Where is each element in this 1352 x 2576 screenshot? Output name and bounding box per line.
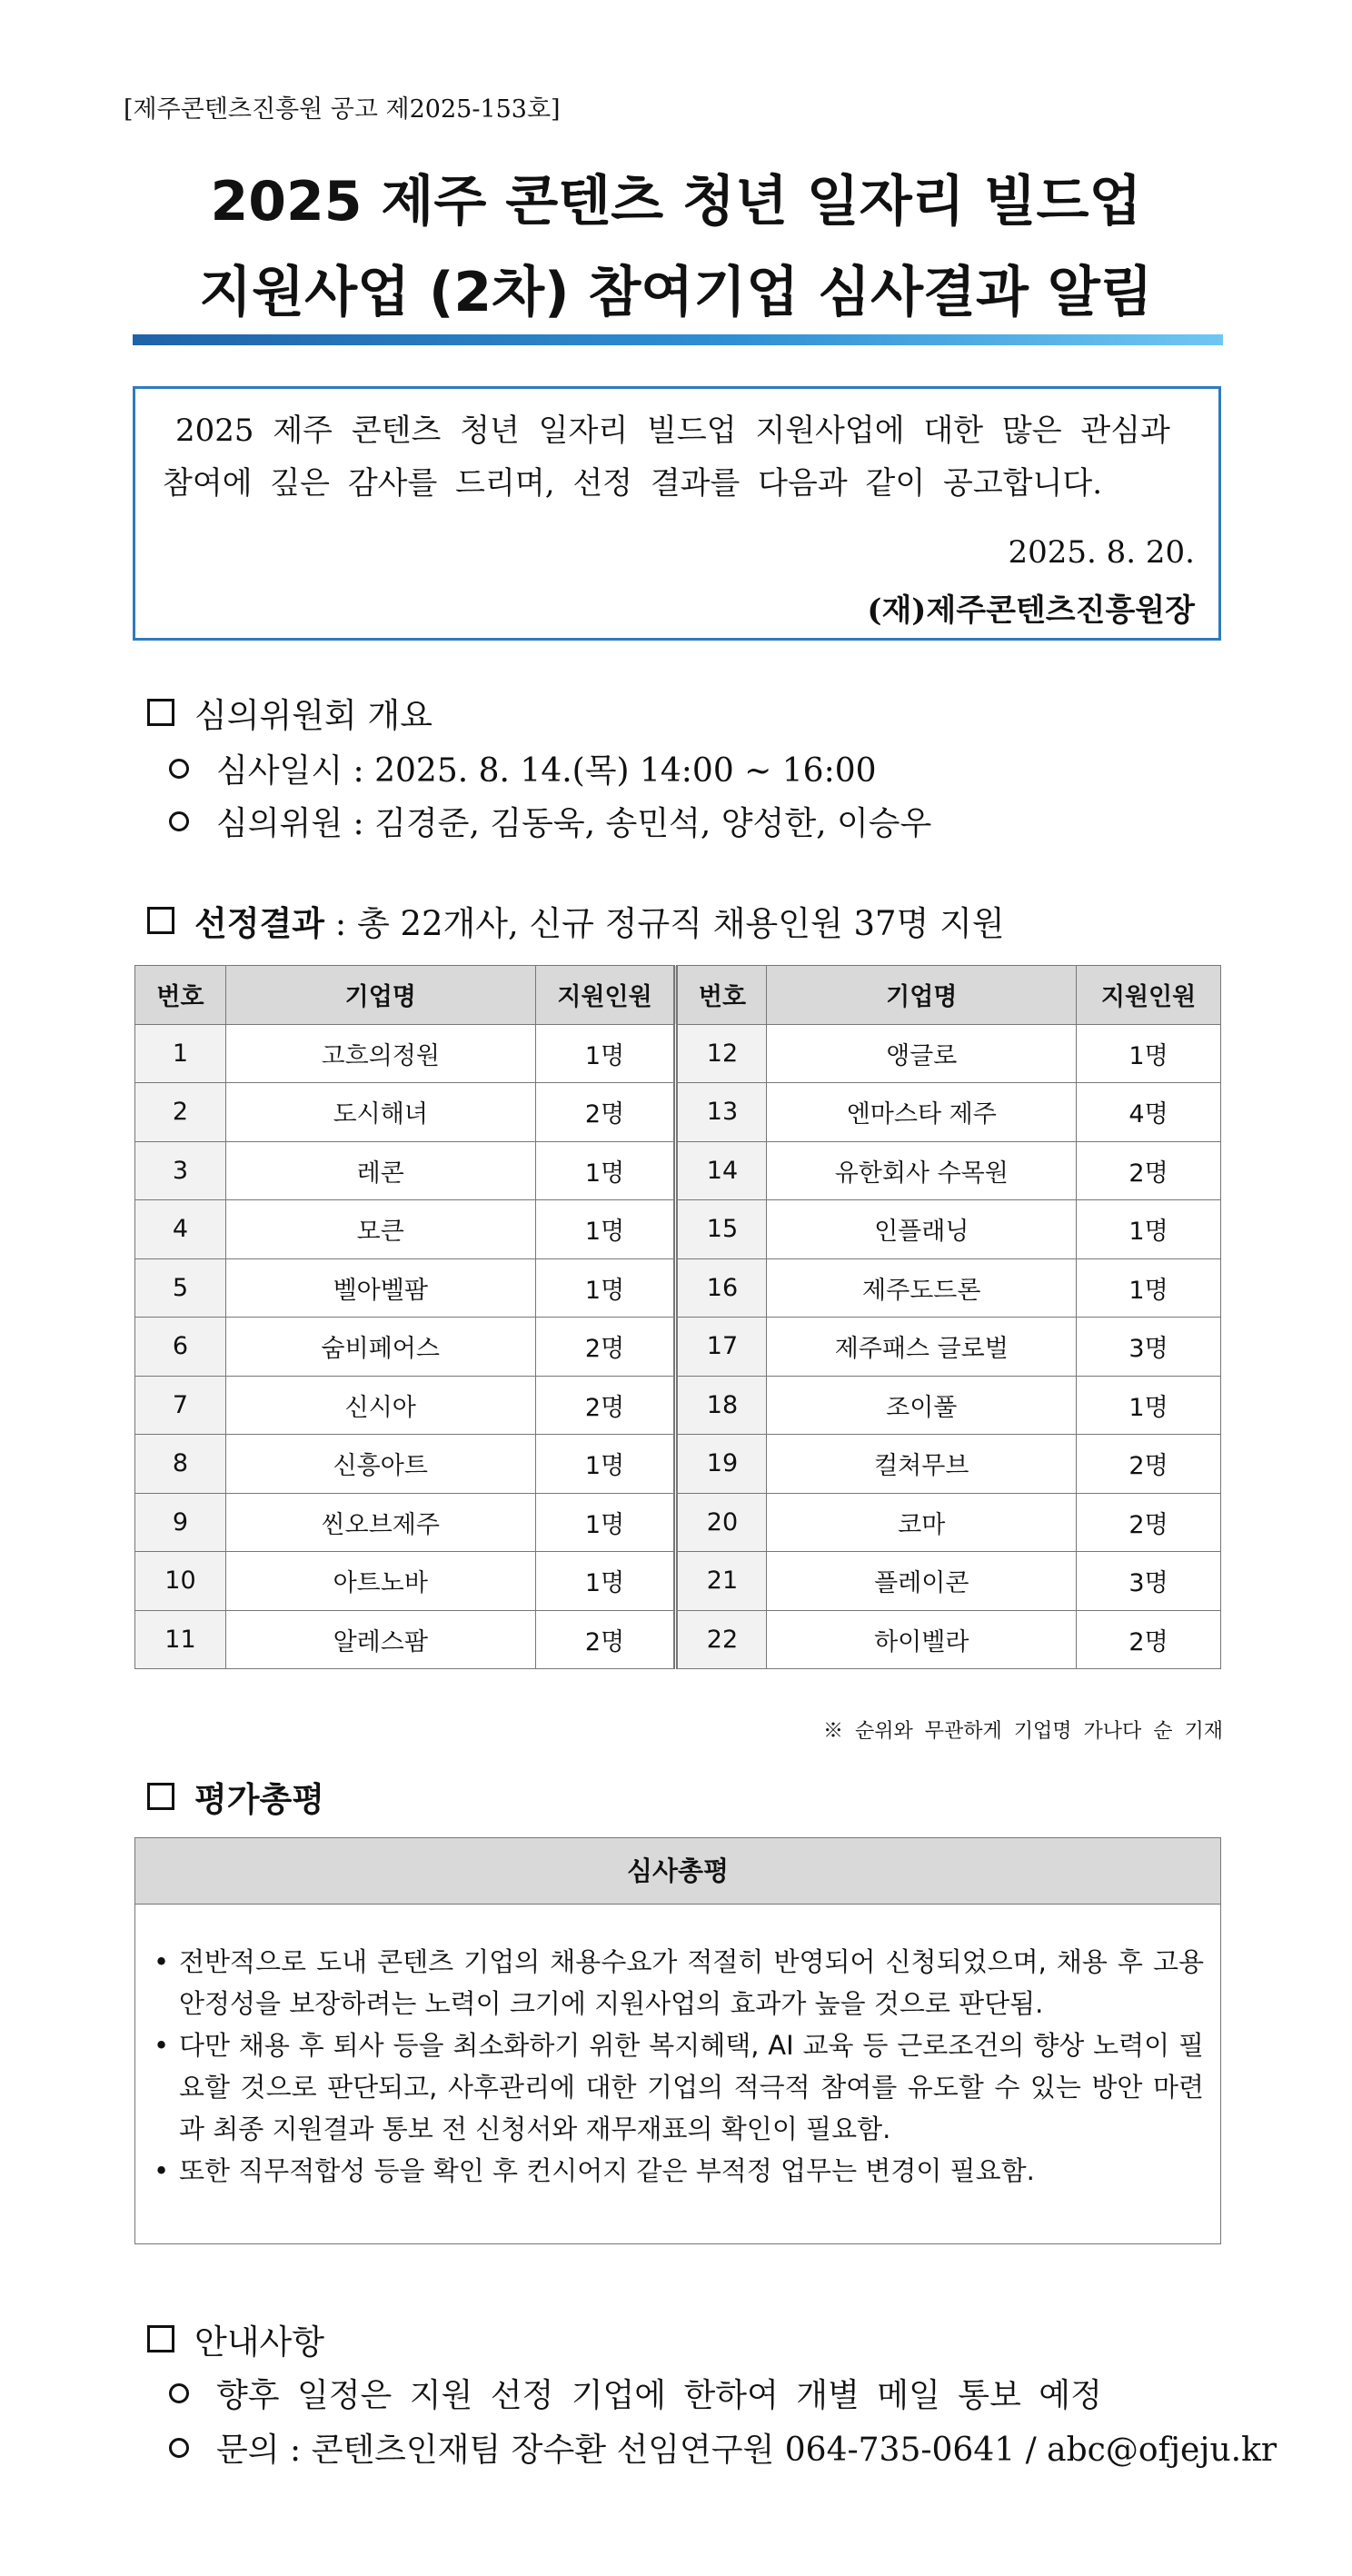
support-count: 1명 [1077,1258,1221,1318]
review-item: • 전반적으로 도내 콘텐츠 기업의 채용수요가 적절히 반영되어 신청되었으며, 채용 후 고용 안정성을 보장하려는 노력이 크기에 지원사업의 효과가 높을 것으로 판단됨. [179,1941,1204,2024]
row-number: 16 [676,1258,767,1318]
issuing-organization: (재)제주콘텐츠진흥원장 [867,592,1195,629]
support-count: 2명 [535,1318,676,1377]
company-name: 모큰 [225,1200,535,1259]
review-item: • 다만 채용 후 퇴사 등을 최소화하기 위한 복지혜택, AI 교육 등 근로조건의 향상 노력이 필요할 것으로 판단되고, 사후관리에 대한 기업의 적극적 참여를 유도할 수 있는 방안 마련과 최종 지원결과 통보 전 신청서와 재무재표의 확인이 필요함. [179,2024,1204,2150]
empty-square-icon [147,2325,174,2352]
guide-item-contact [169,2424,1277,2471]
table-row [135,1258,1221,1318]
column-header: 지원인원 [535,966,676,1025]
table-row [135,1024,1221,1083]
committee-schedule [169,745,877,791]
result-heading [147,896,1005,945]
company-name: 제주도드론 [767,1258,1077,1318]
review-list [135,1905,1220,2192]
row-number: 4 [135,1200,226,1259]
row-number: 12 [676,1024,767,1083]
support-count: 2명 [1077,1435,1221,1494]
row-number: 9 [135,1493,226,1552]
page-title-line1: 2025 제주 콘텐츠 청년 일자리 빌드업 [210,170,1142,234]
table-row [135,1552,1221,1611]
committee-members [169,798,931,844]
company-name: 플레이콘 [767,1552,1077,1611]
support-count: 1명 [1077,1376,1221,1435]
company-name: 신흥아트 [225,1435,535,1494]
hollow-circle-icon [169,759,189,779]
sort-note: ※ 순위와 무관하게 기업명 가나다 순 기재 [823,1720,1223,1743]
table-row [135,1435,1221,1494]
company-name: 씬오브제주 [225,1493,535,1552]
column-header: 번호 [676,966,767,1025]
title-underline [133,334,1223,345]
support-count: 1명 [535,1141,676,1200]
company-name: 앵글로 [767,1024,1077,1083]
company-name: 숨비페어스 [225,1318,535,1377]
support-count: 1명 [535,1258,676,1318]
support-count: 1명 [1077,1024,1221,1083]
row-number: 6 [135,1318,226,1377]
support-count: 1명 [535,1200,676,1259]
notice-number: [제주콘텐츠진흥원 공고 제2025-153호] [124,95,561,124]
company-name: 인플래닝 [767,1200,1077,1259]
company-name: 고흐의정원 [225,1024,535,1083]
column-header: 지원인원 [1077,966,1221,1025]
committee-schedule-text: 심사일시 : 2025. 8. 14.(목) 14:00 ~ 16:00 [216,752,877,790]
company-name: 컬쳐무브 [767,1435,1077,1494]
empty-square-icon [147,1783,174,1810]
hollow-circle-icon [169,811,189,831]
row-number: 19 [676,1435,767,1494]
company-name: 도시해녀 [225,1083,535,1142]
column-header: 기업명 [767,966,1077,1025]
row-number: 5 [135,1258,226,1318]
row-number: 20 [676,1493,767,1552]
support-count: 3명 [1077,1552,1221,1611]
empty-square-icon [147,699,174,726]
table-row [135,1493,1221,1552]
column-header: 기업명 [225,966,535,1025]
table-row [135,1083,1221,1142]
table-row [135,1141,1221,1200]
support-count: 2명 [1077,1141,1221,1200]
committee-heading-text: 심의위원회 개요 [194,696,432,735]
table-header-row [135,966,1221,1025]
review-box-title: 심사총평 [135,1838,1220,1905]
company-name: 코마 [767,1493,1077,1552]
row-number: 11 [135,1610,226,1669]
hollow-circle-icon [169,2438,189,2458]
support-count: 1명 [535,1024,676,1083]
support-count: 4명 [1077,1083,1221,1142]
guide-heading [147,2314,324,2363]
guide-item-schedule [169,2370,1102,2416]
result-table [134,965,1221,1669]
review-heading [147,1772,324,1821]
support-count: 1명 [535,1552,676,1611]
review-box [134,1837,1221,2244]
committee-members-text: 심의위원 : 김경준, 김동욱, 송민석, 양성한, 이승우 [216,805,932,842]
guide-heading-text: 안내사항 [194,2322,324,2362]
company-name: 하이벨라 [767,1610,1077,1669]
result-heading-bold: 선정결과 [194,903,324,943]
row-number: 2 [135,1083,226,1142]
announcement-date: 2025. 8. 20. [1008,534,1195,571]
row-number: 7 [135,1376,226,1435]
intro-text-line1: 2025 제주 콘텐츠 청년 일자리 빌드업 지원사업에 대한 많은 관심과 [175,413,1170,449]
company-name: 벨아벨팜 [225,1258,535,1318]
row-number: 15 [676,1200,767,1259]
row-number: 1 [135,1024,226,1083]
row-number: 18 [676,1376,767,1435]
review-heading-text: 평가총평 [194,1779,324,1819]
row-number: 17 [676,1318,767,1377]
support-count: 2명 [535,1610,676,1669]
support-count: 1명 [535,1435,676,1494]
row-number: 8 [135,1435,226,1494]
table-row [135,1200,1221,1259]
guide-item-contact-text: 문의 : 콘텐츠인재팀 장수환 선임연구원 064-735-0641 / abc@ofjeju.kr [216,2432,1277,2469]
row-number: 10 [135,1552,226,1611]
page-title-line2: 지원사업 (2차) 참여기업 심사결과 알림 [199,261,1153,324]
company-name: 제주패스 글로벌 [767,1318,1077,1377]
table-row [135,1318,1221,1377]
result-heading-rest: : 총 22개사, 신규 정규직 채용인원 37명 지원 [323,904,1005,943]
company-name: 알레스팜 [225,1610,535,1669]
support-count: 2명 [535,1376,676,1435]
support-count: 2명 [535,1083,676,1142]
guide-item-schedule-text: 향후 일정은 지원 선정 기업에 한하여 개별 메일 통보 예정 [216,2377,1102,2414]
review-item: • 또한 직무적합성 등을 확인 후 컨시어지 같은 부적정 업무는 변경이 필요함. [179,2150,1204,2192]
company-name: 아트노바 [225,1552,535,1611]
company-name: 레콘 [225,1141,535,1200]
row-number: 14 [676,1141,767,1200]
row-number: 13 [676,1083,767,1142]
committee-heading [147,688,432,737]
hollow-circle-icon [169,2383,189,2403]
company-name: 조이풀 [767,1376,1077,1435]
column-header: 번호 [135,966,226,1025]
company-name: 신시아 [225,1376,535,1435]
empty-square-icon [147,907,174,934]
support-count: 1명 [1077,1200,1221,1259]
company-name: 유한회사 수목원 [767,1141,1077,1200]
support-count: 3명 [1077,1318,1221,1377]
table-row [135,1610,1221,1669]
intro-box [133,386,1221,641]
intro-text-line2: 참여에 깊은 감사를 드리며, 선정 결과를 다음과 같이 공고합니다. [163,465,1103,502]
support-count: 1명 [535,1493,676,1552]
row-number: 3 [135,1141,226,1200]
table-row [135,1376,1221,1435]
support-count: 2명 [1077,1610,1221,1669]
row-number: 22 [676,1610,767,1669]
row-number: 21 [676,1552,767,1611]
company-name: 엔마스타 제주 [767,1083,1077,1142]
support-count: 2명 [1077,1493,1221,1552]
